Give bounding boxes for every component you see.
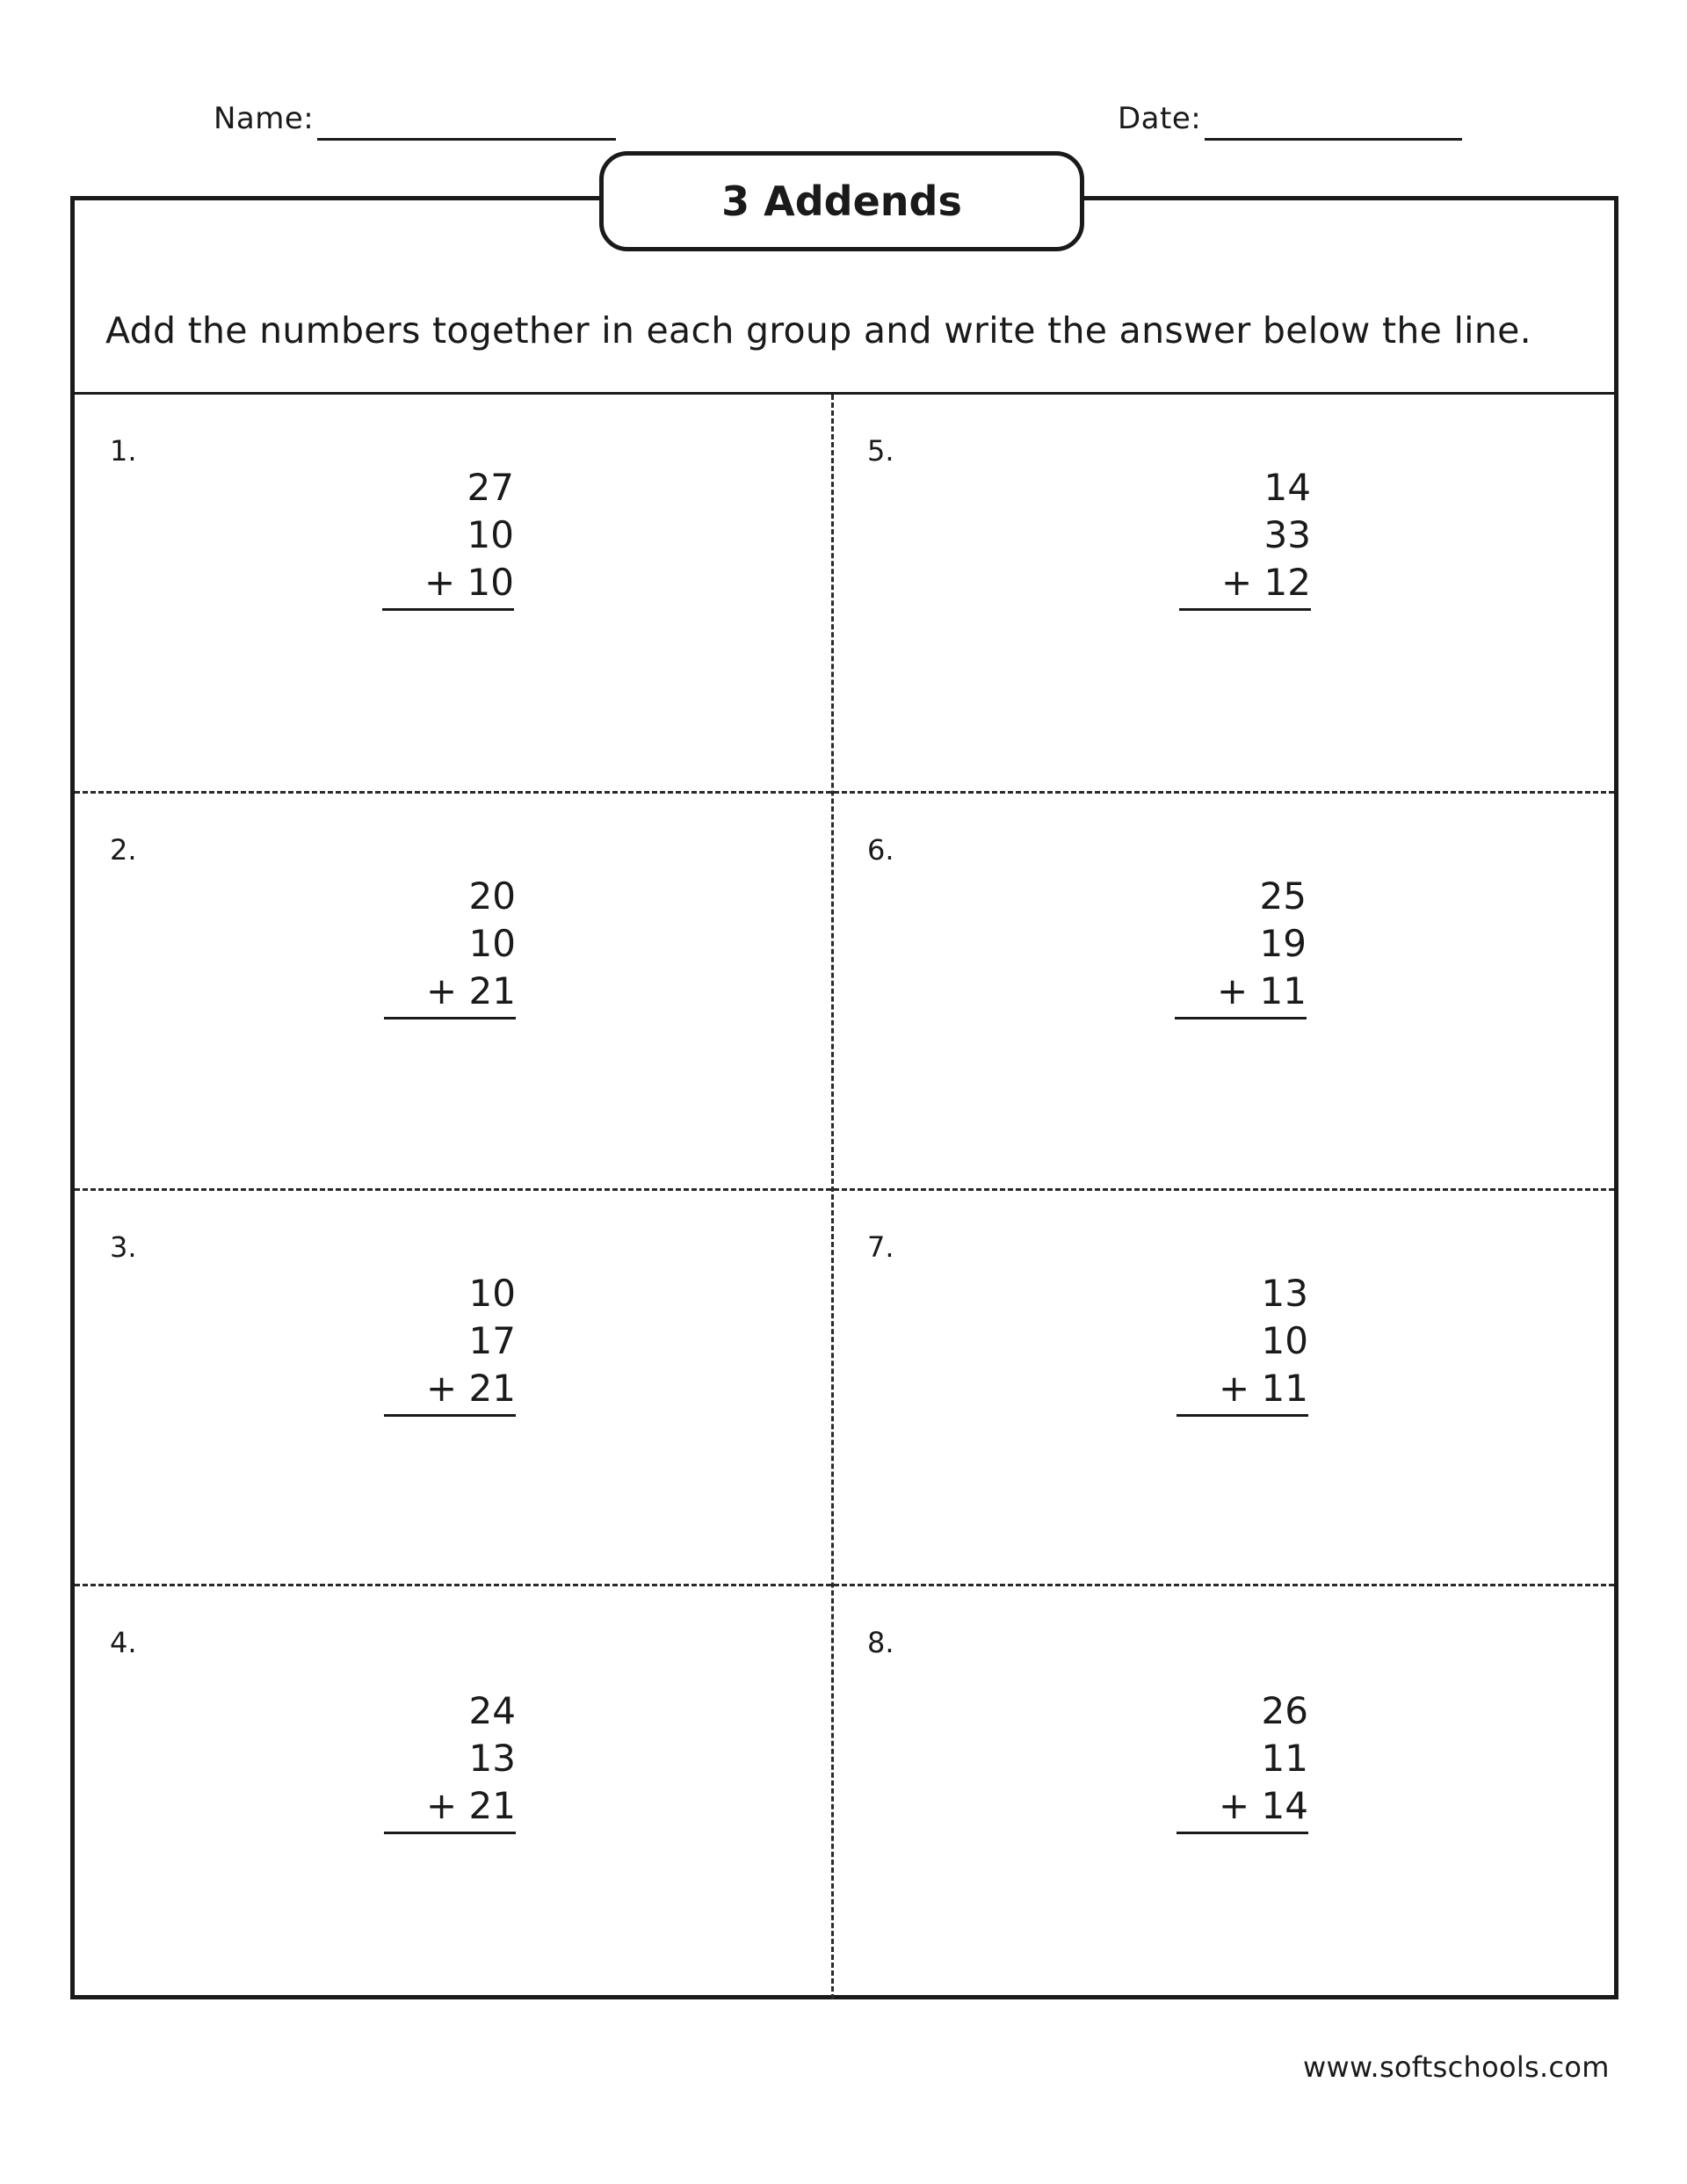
problem-number: 8. — [867, 1626, 894, 1659]
addend-2: 17 — [468, 1319, 516, 1362]
addend-2: 10 — [1261, 1319, 1308, 1362]
problem-number: 7. — [867, 1230, 894, 1264]
addend-2: 13 — [468, 1737, 516, 1780]
addend-3: + 12 — [1179, 559, 1311, 611]
instructions: Add the numbers together in each group and write the answer below the line. — [105, 309, 1532, 352]
addend-1: 26 — [1261, 1689, 1308, 1732]
addend-stack — [382, 464, 514, 611]
addend-stack — [1175, 873, 1307, 1019]
addend-2: 19 — [1259, 922, 1307, 965]
addend-1: 24 — [468, 1689, 516, 1732]
date-blank-line[interactable] — [1205, 103, 1462, 141]
addend-stack — [1179, 464, 1311, 611]
problem-number: 6. — [867, 833, 894, 867]
addend-2: 10 — [467, 513, 514, 556]
addend-stack — [384, 873, 516, 1019]
name-label: Name: — [214, 101, 315, 136]
date-label: Date: — [1118, 101, 1202, 136]
problem-number: 5. — [867, 434, 894, 468]
addend-1: 27 — [467, 466, 514, 509]
addend-stack — [1177, 1687, 1308, 1834]
addend-3: + 21 — [384, 968, 516, 1019]
addend-1: 14 — [1263, 466, 1311, 509]
addend-1: 25 — [1259, 874, 1307, 918]
addend-1: 20 — [468, 874, 516, 918]
addend-2: 11 — [1261, 1737, 1308, 1780]
addend-1: 10 — [468, 1272, 516, 1315]
addend-3: + 11 — [1177, 1365, 1308, 1417]
addend-3: + 11 — [1175, 968, 1307, 1019]
addend-stack — [384, 1270, 516, 1417]
problem-number: 2. — [110, 833, 137, 867]
addend-stack — [1177, 1270, 1308, 1417]
addend-1: 13 — [1261, 1272, 1308, 1315]
addend-2: 10 — [468, 922, 516, 965]
date-field[interactable] — [1118, 97, 1462, 141]
addend-3: + 21 — [384, 1782, 516, 1834]
worksheet-title: 3 Addends — [599, 151, 1084, 251]
name-field[interactable] — [214, 97, 616, 141]
problem-number: 4. — [110, 1626, 137, 1659]
addend-stack — [384, 1687, 516, 1834]
addend-3: + 14 — [1177, 1782, 1308, 1834]
addend-3: + 10 — [382, 559, 514, 611]
addend-2: 33 — [1263, 513, 1311, 556]
website-footer: www.softschools.com — [1303, 2050, 1610, 2084]
addend-3: + 21 — [384, 1365, 516, 1417]
name-blank-line[interactable] — [317, 103, 616, 141]
problem-number: 1. — [110, 434, 137, 468]
problem-number: 3. — [110, 1230, 137, 1264]
